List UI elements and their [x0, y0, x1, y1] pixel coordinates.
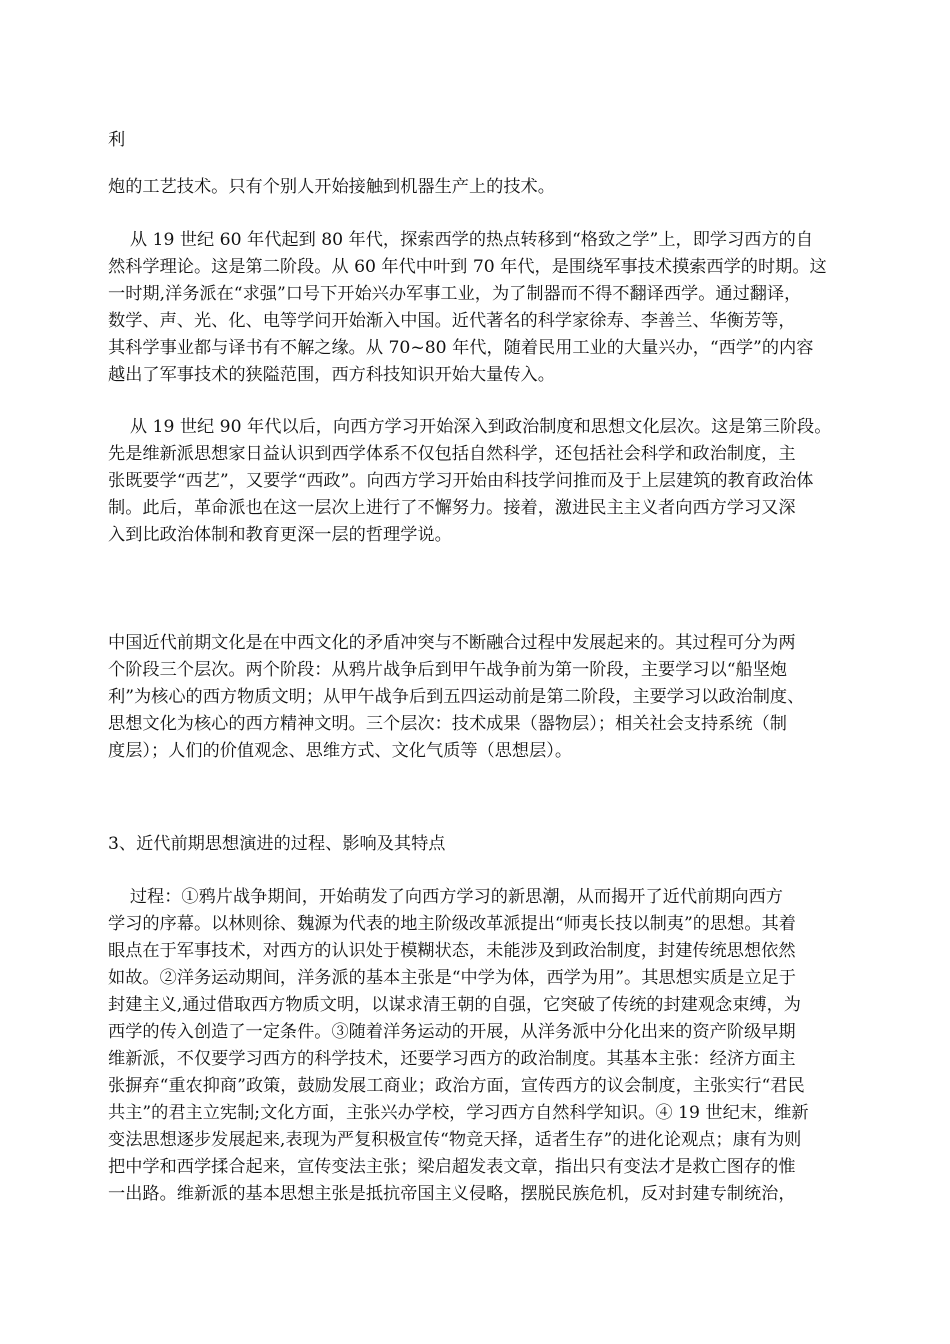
- text-line: 数学、声、光、化、电等学问开始渐入中国。近代著名的科学家徐寿、李善兰、华衡芳等，: [108, 311, 796, 331]
- text-line: 利: [108, 130, 126, 150]
- text-line: 张摒弃“重农抑商”政策，鼓励发展工商业；政治方面，宣传西方的议会制度，主张实行“君民: [108, 1076, 805, 1096]
- text-line: 一时期,洋务派在“求强”口号下开始兴办军事工业，为了制器而不得不翻译西学。通过翻译，: [108, 284, 802, 304]
- text-line: 张既要学“西艺”，又要学“西政”。向西方学习开始由科技学问推而及于上层建筑的教育政治体: [108, 471, 814, 491]
- text-line: 从 19 世纪 90 年代以后，向西方学习开始深入到政治制度和思想文化层次。这是第三阶段。: [108, 417, 832, 437]
- text-line: 炮的工艺技术。只有个别人开始接触到机器生产上的技术。: [108, 177, 555, 197]
- section-heading: 3、近代前期思想演进的过程、影响及其特点: [108, 834, 446, 854]
- text-line: 西学的传入创造了一定条件。③随着洋务运动的开展，从洋务派中分化出来的资产阶级早期: [108, 1022, 796, 1042]
- text-line: 度层）；人们的价值观念、思维方式、文化气质等（思想层）。: [108, 741, 573, 761]
- text-line: 制。此后，革命派也在这一层次上进行了不懈努力。接着，激进民主主义者向西方学习又深: [108, 498, 796, 518]
- text-line: 思想文化为核心的西方精神文明。三个层次：技术成果（器物层）；相关社会支持系统（制: [108, 714, 787, 734]
- text-line: 过程：①鸦片战争期间，开始萌发了向西方学习的新思潮，从而揭开了近代前期向西方: [108, 887, 783, 907]
- text-line: 如故。②洋务运动期间，洋务派的基本主张是“中学为体，西学为用”。其思想实质是立足于: [108, 968, 796, 988]
- text-line: 把中学和西学揉合起来，宣传变法主张；梁启超发表文章，指出只有变法才是救亡图存的惟: [108, 1157, 796, 1177]
- text-line: 然科学理论。这是第二阶段。从 60 年代中叶到 70 年代，是围绕军事技术摸索西学的时期。这: [108, 257, 827, 277]
- text-line: 入到比政治体制和教育更深一层的哲理学说。: [108, 525, 452, 545]
- text-line: 其科学事业都与译书有不解之缘。从 70~80 年代，随着民用工业的大量兴办，“西学”的内容: [108, 338, 814, 358]
- text-line: 眼点在于军事技术，对西方的认识处于模糊状态，未能涉及到政治制度，封建传统思想依然: [108, 941, 796, 961]
- text-line: 越出了军事技术的狭隘范围，西方科技知识开始大量传入。: [108, 365, 555, 385]
- text-line: 个阶段三个层次。两个阶段：从鸦片战争后到甲午战争前为第一阶段，主要学习以“船坚炮: [108, 660, 788, 680]
- text-line: 先是维新派思想家日益认识到西学体系不仅包括自然科学，还包括社会科学和政治制度，主: [108, 444, 796, 464]
- text-line: 利”为核心的西方物质文明；从甲午战争后到五四运动前是第二阶段，主要学习以政治制度、: [108, 687, 805, 707]
- text-line: 维新派，不仅要学习西方的科学技术，还要学习西方的政治制度。其基本主张：经济方面主: [108, 1049, 796, 1069]
- text-line: 共主”的君主立宪制;文化方面，主张兴办学校，学习西方自然科学知识。④ 19 世纪末，维新: [108, 1103, 809, 1123]
- text-line: 一出路。维新派的基本思想主张是抵抗帝国主义侵略，摆脱民族危机，反对封建专制统治，: [108, 1184, 796, 1204]
- text-line: 封建主义,通过借取西方物质文明，以谋求清王朝的自强，它突破了传统的封建观念束缚，为: [108, 995, 801, 1015]
- text-line: 从 19 世纪 60 年代起到 80 年代，探索西学的热点转移到“格致之学”上，即学习西方的自: [108, 230, 814, 250]
- text-line: 学习的序幕。以林则徐、魏源为代表的地主阶级改革派提出“师夷长技以制夷”的思想。其着: [108, 914, 796, 934]
- text-line: 变法思想逐步发展起来,表现为严复积极宣传“物竞天择，适者生存”的进化论观点；康有为则: [108, 1130, 802, 1150]
- text-line: 中国近代前期文化是在中西文化的矛盾冲突与不断融合过程中发展起来的。其过程可分为两: [108, 633, 796, 653]
